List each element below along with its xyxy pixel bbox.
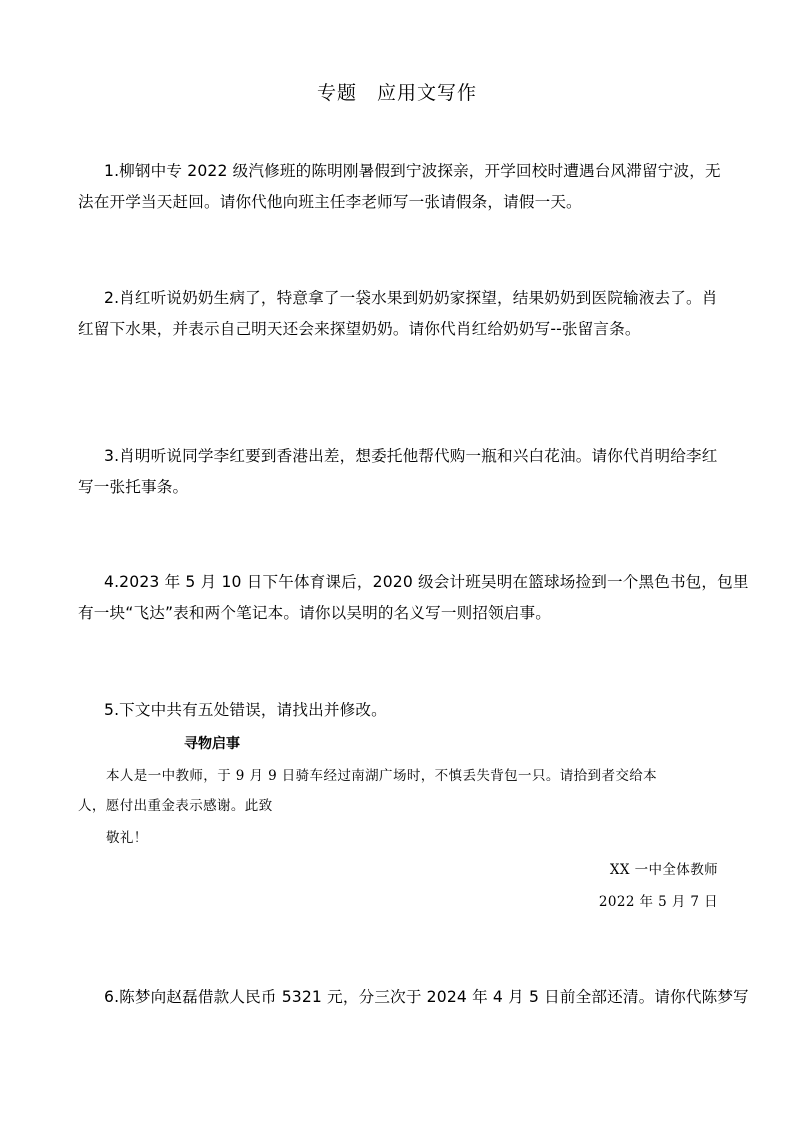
notice-signature: XX 一中全体教师 xyxy=(609,862,718,878)
question-2 xyxy=(78,283,722,345)
question-6-line-1: 6.陈梦向赵磊借款人民币 5321 元，分三次于 2024 年 4 月 5 日前全部还清。请你代陈梦写 xyxy=(104,988,749,1006)
question-3-line-2: 写一张托事条。 xyxy=(78,478,189,496)
question-4 xyxy=(78,567,749,629)
question-2-line-2: 红留下水果，并表示自己明天还会来探望奶奶。请你代肖红给奶奶写--张留言条。 xyxy=(78,320,641,338)
notice-body-line-2: 人，愿付出重金表示感谢。此致 xyxy=(78,798,273,814)
question-5-line-1: 5.下文中共有五处错误，请找出并修改。 xyxy=(104,701,387,719)
question-5 xyxy=(78,695,722,726)
question-2-line-1: 2.肖红听说奶奶生病了，特意拿了一袋水果到奶奶家探望，结果奶奶到医院输液去了。肖 xyxy=(104,289,718,307)
question-6 xyxy=(78,982,749,1013)
question-1-line-2: 法在开学当天赶回。请你代他向班主任李老师写一张请假条，请假一天。 xyxy=(78,193,582,211)
page-title xyxy=(0,78,794,105)
question-3-line-1: 3.肖明听说同学李红要到香港出差，想委托他帮代购一瓶和兴白花油。请你代肖明给李红 xyxy=(104,447,718,465)
title-main: 专题 xyxy=(316,82,357,104)
question-3 xyxy=(78,441,722,503)
question-1-line-1: 1.柳钢中专 2022 级汽修班的陈明刚暑假到宁波探亲，开学回校时遭遇台风滞留宁波，无 xyxy=(104,162,721,180)
question-4-line-1: 4.2023 年 5 月 10 日下午体育课后，2020 级会计班吴明在篮球场捡到一个黑色书包，包里 xyxy=(104,573,749,591)
notice-body-line-1: 本人是一中教师，于 9 月 9 日骑车经过南湖广场时，不慎丢失背包一只。请拾到者交给本 xyxy=(106,768,658,784)
question-4-line-2: 有一块“飞达”表和两个笔记本。请你以吴明的名义写一则招领启事。 xyxy=(78,604,552,622)
notice-date: 2022 年 5 月 7 日 xyxy=(598,894,718,910)
question-1 xyxy=(78,156,722,218)
title-sub: 应用文写作 xyxy=(377,82,478,104)
notice-closing: 敬礼！ xyxy=(106,830,148,846)
notice-title: 寻物启事 xyxy=(184,736,240,752)
